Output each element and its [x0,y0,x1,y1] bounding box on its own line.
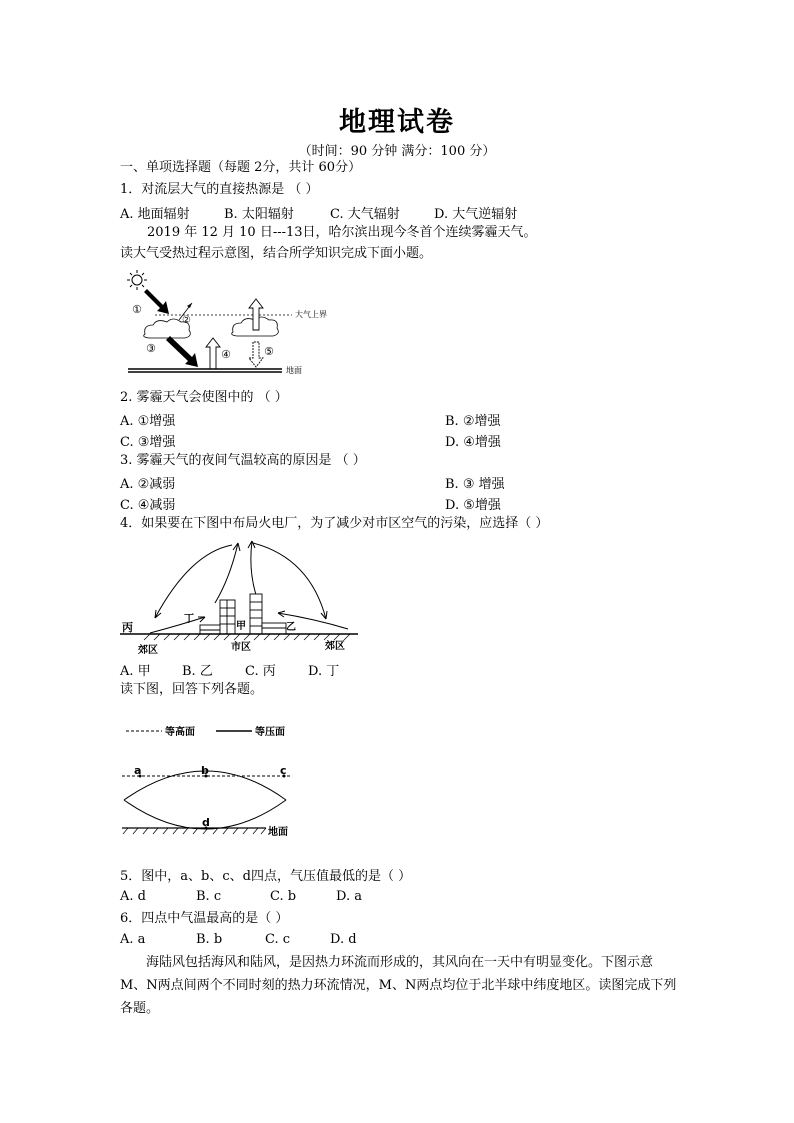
fig1-top-label: 大气上界 [295,310,327,319]
q4-option-b: B. 乙 [182,664,213,679]
arrow-4-ground-radiation [206,338,220,369]
q5-option-c: C. b [270,889,297,904]
fig1-label-5: ⑤ [264,345,274,358]
airflow-right-rising [251,541,258,601]
airflow-left-inflow [150,617,205,633]
question-2-stem: 2. 雾霾天气会使图中的 （ ） [120,390,288,405]
point-b: b [201,764,209,777]
question-5-stem: 5．图中，a、b、c、d四点，气压值最低的是（ ） [120,869,412,884]
question-1-stem: 1．对流层大气的直接热源是 （ ） [120,182,319,197]
label-yi: 乙 [286,622,296,633]
exam-subtitle: （时间：90 分钟 满分：100 分） [298,144,496,159]
q3-option-d: D. ⑤增强 [445,498,501,513]
legend-solid-label: 等压面 [255,727,285,738]
q1-option-d: D. 大气逆辐射 [434,207,518,222]
q3-option-c: C. ④减弱 [120,498,176,513]
question-6-stem: 6．四点中气温最高的是（ ） [120,911,289,926]
label-suburb-right: 郊区 [325,641,345,652]
label-city: 市区 [231,642,251,653]
q1-option-a: A. 地面辐射 [120,207,190,222]
point-d: d [202,816,210,829]
legend-dashed-label: 等高面 [165,727,195,738]
label-ding: 丁 [184,614,194,625]
fig1-label-3: ③ [146,342,156,355]
fig1-label-2: ② [182,315,191,326]
intro-haze: 2019 年 12 月 10 日---13日，哈尔滨出现今冬首个连续雾霾天气。 [147,225,537,240]
q6-option-a: A. a [120,932,146,947]
q5-option-d: D. a [336,889,362,904]
intro-read-figure: 读大气受热过程示意图，结合所学知识完成下面小题。 [120,246,433,261]
point-a: a [134,764,142,777]
intro-read-figure-2: 读下图，回答下列各题。 [120,682,264,697]
q5-option-b: B. c [196,889,222,904]
fig1-label-4: ④ [221,348,231,361]
airflow-left-rising [215,543,238,603]
fig1-label-1: ① [132,303,142,316]
q1-option-b: B. 太阳辐射 [224,207,294,222]
q2-option-b: B. ②增强 [445,414,501,429]
arrow-5-counter-radiation [249,342,263,367]
q4-option-c: C. 丙 [245,664,276,679]
q2-option-c: C. ③增强 [120,435,176,450]
question-4-stem: 4．如果要在下图中布局火电厂，为了减少对市区空气的污染，应选择（ ） [120,516,549,531]
urban-heat-island-diagram [120,533,365,658]
q6-option-d: D. d [330,932,357,947]
isobaric-surface-diagram [120,720,305,840]
q3-option-b: B. ③ 增强 [445,477,505,492]
q6-option-c: C. c [265,932,291,947]
q3-option-a: A. ②减弱 [120,477,176,492]
question-3-stem: 3. 雾霾天气的夜间气温较高的原因是 （ ） [120,453,366,468]
q5-option-a: A. d [120,889,146,904]
sun-icon [127,270,147,290]
section-heading: 一、单项选择题（每题 2分，共计 60分） [120,160,362,175]
sea-land-breeze-paragraph: 海陆风包括海风和陆风，是因热力环流而形成的，其风向在一天中有明显变化。下图示意 M、N两点间两个不同时刻的热力环流情况，M、N两点均位于北半球中纬度地区。读图完成下列各题。 [120,955,677,1016]
point-c: c [280,764,287,777]
atmospheric-heating-diagram [120,268,350,380]
fig3-ground-label: 地面 [268,827,288,838]
q4-option-a: A. 甲 [120,664,151,679]
q2-option-a: A. ①增强 [120,414,176,429]
q4-option-d: D. 丁 [308,664,340,679]
label-jia: 甲 [236,621,246,632]
arrow-1-solar [144,289,169,314]
arrow-3-to-ground [166,336,198,367]
q6-option-b: B. b [196,932,223,947]
label-bing: 丙 [122,621,133,634]
page-title: 地理试卷 [339,107,455,138]
fig1-ground-label: 地面 [286,366,302,375]
label-suburb-left: 郊区 [138,645,158,656]
q1-option-c: C. 大气辐射 [330,207,400,222]
airflow-right-outer [253,543,326,619]
q2-option-d: D. ④增强 [445,435,501,450]
